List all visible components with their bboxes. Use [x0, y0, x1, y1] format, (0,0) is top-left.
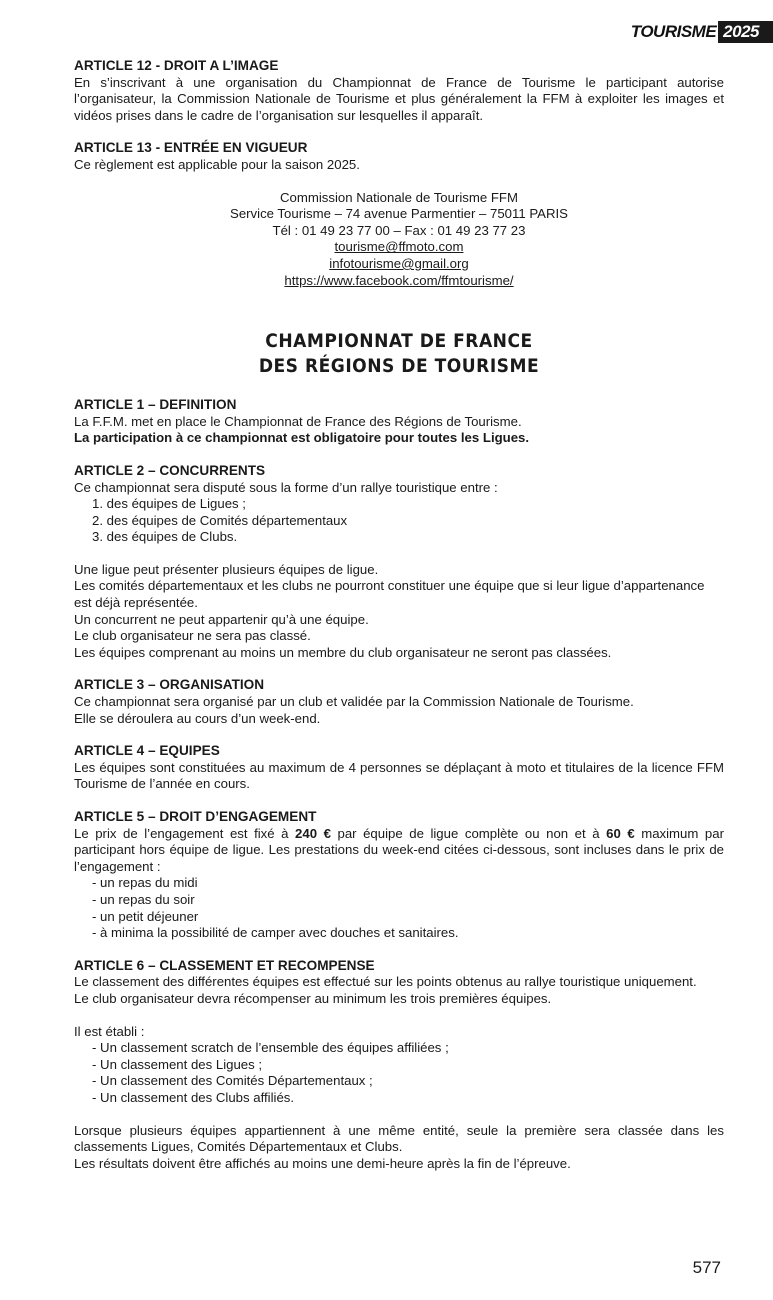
article-5 [74, 809, 724, 942]
article-text: Les équipes sont constituées au maximum de 4 personnes se déplaçant à moto et titulaires de la licence FFM Tourisme de l’année en cours. [74, 759, 724, 792]
article-13 [74, 140, 724, 173]
contact-phone: Tél : 01 49 23 77 00 – Fax : 01 49 23 77 23 [272, 222, 526, 238]
contact-address: Service Tourisme – 74 avenue Parmentier – 75011 PARIS [230, 206, 568, 222]
article-title: ARTICLE 1 – DEFINITION [74, 397, 237, 413]
article-text: Un concurrent ne peut appartenir qu’à une équipe. [74, 611, 369, 627]
list-item: - un petit déjeuner [92, 908, 199, 924]
list-item: - un repas du midi [92, 875, 198, 891]
numbered-list [74, 496, 724, 546]
article-12 [74, 58, 724, 124]
article-bold-text: La participation à ce championnat est obligatoire pour toutes les Ligues. [74, 430, 530, 446]
contact-block [74, 190, 724, 290]
article-2 [74, 463, 724, 662]
article-text: En s’inscrivant à une organisation du Championnat de France de Tourisme le participant autorise l’organisateur, la Commission Nationale de Tourisme et plus généralement la FFM à exploiter les images et vidéos prises dans le cadre de l’organisation sur lesquelles il apparaît. [74, 74, 724, 123]
main-title-line2: DES RÉGIONS DE TOURISME [258, 355, 540, 378]
article-text: Les comités départementaux et les clubs ne pourront constituer une équipe que si leur ligue d’appartenance est déjà représentée. [74, 578, 705, 611]
article-text: Le classement des différentes équipes est effectué sur les points obtenus au rallye touristique uniquement. [74, 974, 697, 990]
article-text: Ce règlement est applicable pour la saison 2025. [74, 156, 360, 172]
page-number: 577 [692, 1258, 721, 1277]
ranking-list [74, 1040, 724, 1106]
article-text: Il est établi : [74, 1023, 145, 1039]
header-section-name: TOURISME [630, 22, 717, 41]
list-item: - un repas du soir [92, 891, 195, 907]
article-text: Lorsque plusieurs équipes appartiennent à une même entité, seule la première sera classée dans les classements Ligues, Comités Départementaux et Clubs. [74, 1122, 724, 1155]
article-text: Le prix de l’engagement est fixé à 240 € par équipe de ligue complète ou non et à 60 € maximum par participant hors équipe de ligue. Les prestations du week-end citées ci-dessous, sont incluses dans le prix de l’engagement : [74, 825, 724, 874]
article-text: Ce championnat sera organisé par un club et validée par la Commission Nationale de Tourisme. [74, 694, 634, 710]
list-item: 1. des équipes de Ligues ; [92, 496, 246, 512]
article-title: ARTICLE 3 – ORGANISATION [74, 677, 265, 693]
list-item: - Un classement scratch de l’ensemble des équipes affiliées ; [92, 1040, 449, 1056]
facebook-link[interactable]: https://www.facebook.com/ffmtourisme/ [284, 272, 514, 288]
page-content [74, 58, 724, 1188]
page-header [631, 20, 773, 44]
article-text: Elle se déroulera au cours d’un week-end. [74, 710, 321, 726]
list-item: - Un classement des Ligues ; [92, 1056, 263, 1072]
list-item: - à minima la possibilité de camper avec douches et sanitaires. [92, 925, 459, 941]
article-title: ARTICLE 4 – EQUIPES [74, 743, 220, 759]
list-item: 2. des équipes de Comités départementaux [92, 512, 348, 528]
article-1 [74, 397, 724, 447]
article-title: ARTICLE 5 – DROIT D’ENGAGEMENT [74, 809, 317, 824]
email-link-tourisme[interactable]: tourisme@ffmoto.com [334, 239, 464, 255]
article-title: ARTICLE 13 - ENTRÉE EN VIGUEUR [74, 140, 308, 156]
list-item: - Un classement des Clubs affiliés. [92, 1089, 295, 1105]
article-text: Les équipes comprenant au moins un membre du club organisateur ne seront pas classées. [74, 644, 612, 660]
price-league-team: 240 € [295, 825, 331, 841]
contact-org: Commission Nationale de Tourisme FFM [280, 189, 518, 205]
main-title-line1: CHAMPIONNAT DE FRANCE [265, 330, 533, 353]
article-title: ARTICLE 12 - DROIT A L’IMAGE [74, 58, 279, 73]
article-text: Une ligue peut présenter plusieurs équipes de ligue. [74, 561, 379, 577]
list-item: 3. des équipes de Clubs. [92, 529, 238, 545]
article-3 [74, 677, 724, 727]
article-4 [74, 743, 724, 793]
article-intro: Ce championnat sera disputé sous la forme d’un rallye touristique entre : [74, 479, 498, 495]
price-participant: 60 € [606, 825, 635, 841]
article-title: ARTICLE 6 – CLASSEMENT ET RECOMPENSE [74, 957, 375, 973]
main-title [74, 329, 724, 379]
list-item: - Un classement des Comités Départementaux ; [92, 1073, 373, 1089]
article-title: ARTICLE 2 – CONCURRENTS [74, 462, 266, 478]
article-text: Le club organisateur devra récompenser au minimum les trois premières équipes. [74, 990, 552, 1006]
article-text: La F.F.M. met en place le Championnat de France des Régions de Tourisme. [74, 413, 522, 429]
included-services-list [74, 875, 724, 941]
header-year-badge: 2025 [718, 21, 773, 43]
article-text: Les résultats doivent être affichés au moins une demi-heure après la fin de l’épreuve. [74, 1155, 571, 1171]
article-6 [74, 958, 724, 1173]
email-link-infotourisme[interactable]: infotourisme@gmail.org [329, 255, 469, 271]
article-text: Le club organisateur ne sera pas classé. [74, 628, 311, 644]
